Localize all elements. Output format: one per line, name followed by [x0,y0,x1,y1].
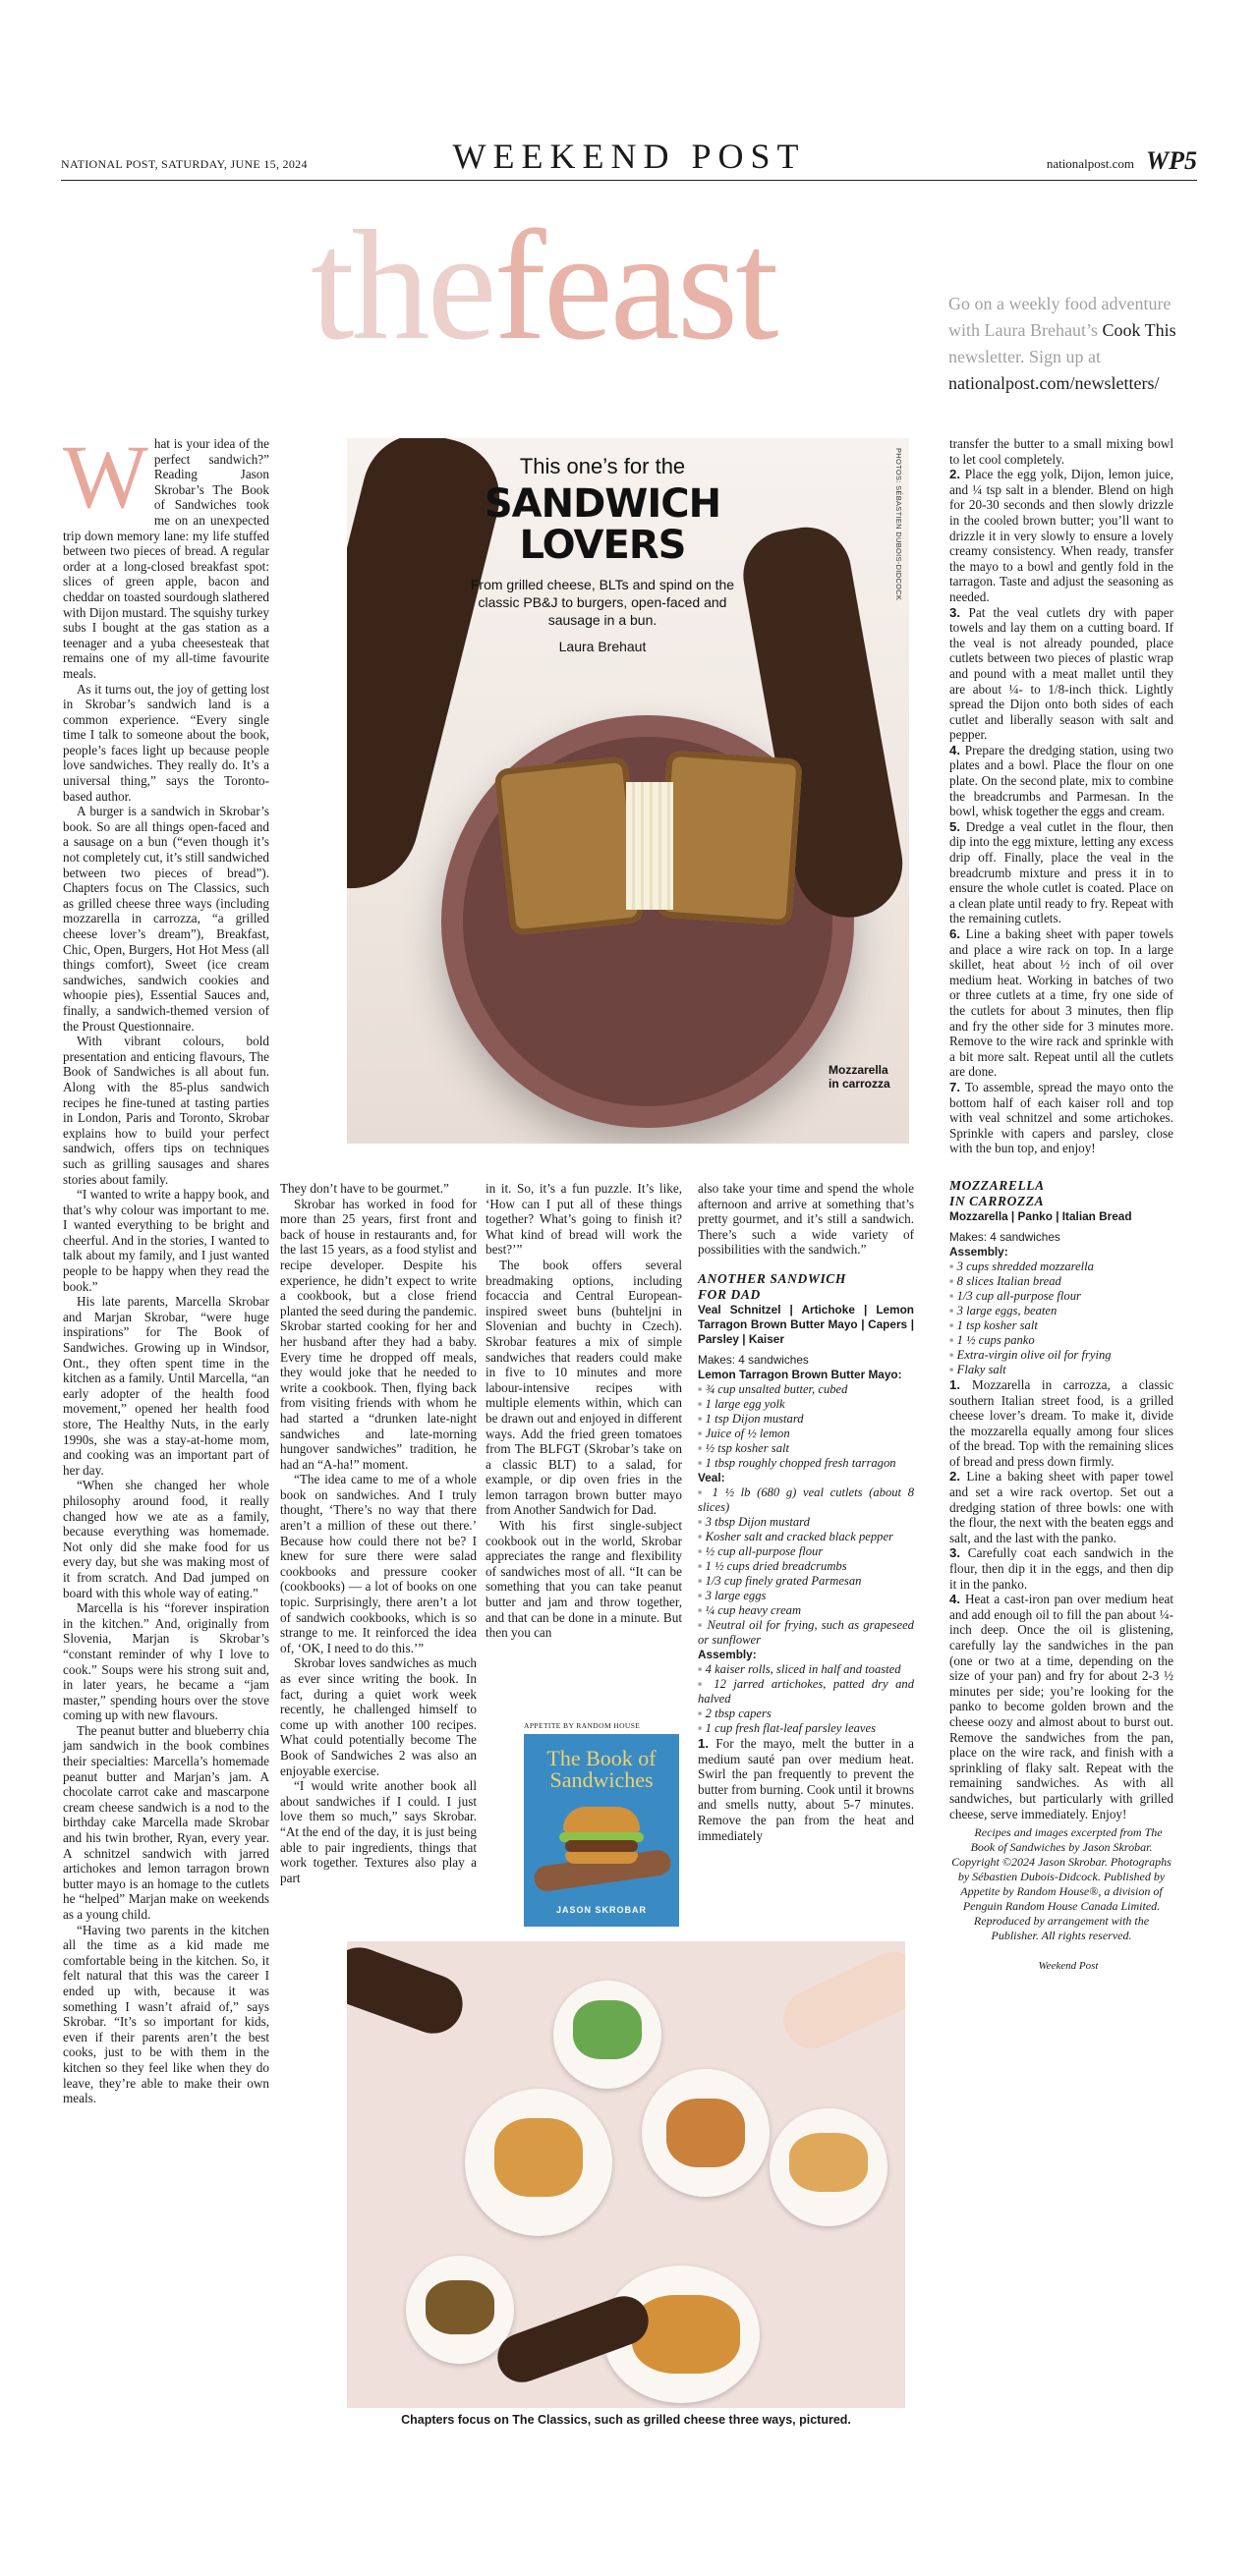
cheese-pull [626,782,673,910]
recipe-step: 3. Pat the veal cutlets dry with paper towels and lay them on a cutting board. If the veal is not already pounded, place cutlets between two pieces of plastic wrap and pound with a meat mallet until they are about ¼- to 1/8-inch thick. Lightly spread the Dijon onto both sides of each cutlet and liberally season with salt and pepper. [949,604,1173,743]
step-text: Carefully coat each sandwich in the flour, then dip it in the eggs, and then dip it in the panko. [949,1545,1173,1592]
ingredient-list [698,1485,914,1648]
ingredient-item: ▪ ½ cup all-purpose flour [698,1544,914,1559]
dateline: NATIONAL POST, SATURDAY, JUNE 15, 2024 [61,157,308,171]
page-number: WP5 [1146,146,1197,175]
section-title: WEEKEND POST [452,137,806,176]
recipe-title-line-1: MOZZARELLA [949,1177,1045,1193]
byline: Laura Brehaut [558,639,647,654]
salad [573,2000,642,2059]
ingredient-item: ▪ Kosher salt and cracked black pepper [698,1530,914,1544]
ingredient-item: ▪ 1 ½ cups panko [949,1333,1173,1348]
ingredient-item: ▪ 3 large eggs [698,1589,914,1603]
ingredient-item: ▪ Neutral oil for frying, such as grapeseed or sunflower [698,1618,914,1648]
banner-the: the [311,197,494,372]
book-title-line-2: Sandwiches [549,1767,654,1792]
promo-text-2: newsletter. Sign up at [948,347,1101,366]
recipe-step: 1. Mozzarella in carrozza, a classic southern Italian street food, is a grilled cheese lover’s dream. To make it, divide the mozzarella equally among four slices of the bread. Top with the remaining slices of bread and press down firmly. [949,1376,1173,1469]
recipe-title [698,1271,914,1303]
ingredient-item: ▪ 1 cup fresh flat-leaf parsley leaves [698,1721,914,1736]
ingredient-item: ▪ 3 cups shredded mozzarella [949,1260,1173,1274]
recipe-title [949,1178,1173,1209]
recipe-step: 2. Line a baking sheet with paper towel and set a wire rack overtop. Set out a dredging station of three bowls: one with the flour, the next with the beaten eggs and salt, and the last with the panko. [949,1469,1173,1545]
signoff: Weekend Post [1038,1960,1099,1973]
article-column-2 [280,1181,477,1885]
article-paragraph: A burger is a sandwich in Skrobar’s book. So are all things open-faced and a sausage on a bun (“even though it’s not completely cut, it’s still sandwiched between two pieces of bread”). Chapters focus on The Classics, such as grilled cheese three ways (including mozzarella in carrozza, “a grilled cheese lover’s dream”), Breakfast, Chic, Open, Burgers, Hot Hot Mess (all things comfort), Sweet (ice cream sandwiches, sandwich cookies and whoopie pies), Essential Sauces and, finally, a sandwich-themed version of the Proust Questionnaire. [63,804,269,1034]
book-title-line-1: The Book of [546,1746,657,1770]
headline-line-2: LOVERS [519,523,686,568]
hero-caption-line-1: Mozzarella [829,1063,888,1077]
step-text: To assemble, spread the mayo onto the bottom half of each kaiser roll and top with veal schnitzel and some artichokes. Sprinkle with capers and parsley, close with the bun top, and enjoy! [949,1079,1173,1156]
ingredient-item: ▪ 1 tsp Dijon mustard [698,1412,914,1427]
recipe-step: 3. Carefully coat each sandwich in the flour, then dip it in the eggs, and then dip it in the panko. [949,1545,1173,1592]
recipe-step: 5. Dredge a veal cutlet in the flour, then dip into the egg mixture, letting any excess drip off. Finally, place the veal in the breadcrumb mixture and press it in to ensure the whole cutlet is coated. Place on a clean plate until ready to fry. Repeat with the remaining cutlets. [949,818,1173,926]
article-paragraph: “When she changed her whole philosophy around food, it really changed how we ate as a family, because everything was homemade. Not only did she make food for us every day, but she was making most of it from scratch. And Dad jumped on board with this whole way of eating.” [63,1478,269,1600]
article-paragraph [63,426,270,682]
article-column-1 [63,426,270,2106]
ingredient-item: ▪ 1 tbsp roughly chopped fresh tarragon [698,1456,914,1471]
step-text: Mozzarella in carrozza, a classic southern Italian street food, is a grilled cheese lover’s dream. To make it, divide the mozzarella equally among four slices of the bread. Top with the remaining slices of bread and press down firmly. [949,1376,1173,1469]
paragraph-text: hat is your idea of the perfect sandwich?” Reading Jason Skrobar’s The Book of Sandwiches took me on an unexpected trip down memory lane: my life stuffed between two pieces of bread. A regular order at a long-closed breakfast spot: slices of green apple, bacon and cheddar on toasted sourdough slathered with Dijon mustard. The squishy turkey subs I bought at the gas station as a teenager and a yuba cheesesteak that remains one of my all-time favourite meals. [63,436,270,681]
article-paragraph: Skrobar loves sandwiches as much as ever since writing the book. In fact, during a quiet work week recently, he challenged himself to come up with another 100 recipes. What could potentially become The Book of Sandwiches 2 was also an enjoyable exercise. [280,1655,477,1778]
recipe-title-line-2: IN CARROZZA [949,1193,1045,1208]
ingredient-group-label: Assembly: [949,1244,1008,1259]
table-photo-caption: Chapters focus on The Classics, such as grilled cheese three ways, pictured. [401,2413,851,2427]
olives [426,2280,494,2334]
headline-line-1: SANDWICH [484,481,721,527]
recipe-column [698,1181,914,1843]
book-title [524,1748,679,1791]
arm [347,1941,471,2042]
ingredient-group-label: Lemon Tarragon Brown Butter Mayo: [698,1367,902,1381]
ingredient-item: ▪ ¾ cup unsalted butter, cubed [698,1382,914,1397]
ingredient-list [698,1662,914,1736]
section-banner [311,197,776,372]
ingredient-item: ▪ 2 tbsp capers [698,1707,914,1721]
ingredient-item: ▪ 1 large egg yolk [698,1397,914,1412]
banner-feast: feast [493,197,776,372]
article-paragraph: “Having two parents in the kitchen all the time as a kid made me comfortable being in the kitchen. So, it felt natural that this was the career I ended up with, because it was something I wasn’t afraid of,” says Skrobar. “It’s so important for kids, even if their parents aren’t the best cooks, just to be with them in the kitchen so they feel like when they do leave, they’re able to make their own meals. [63,1922,269,2106]
ingredient-item: ▪ 1/3 cup finely grated Parmesan [698,1574,914,1589]
step-text: Place the egg yolk, Dijon, lemon juice, and ¼ tsp salt in a blender. Blend on high for 20-30 seconds and then slowly drizzle in the cooled brown butter; you’ll want to drizzle it in very slowly to ensure a lovely creamy consistency. When ready, transfer the mayo to a bowl and gently fold in the tarragon. Taste and adjust the seasoning as needed. [949,467,1173,604]
newsletter-promo [948,291,1204,397]
article-paragraph: His late parents, Marcella Skrobar and Marjan Skrobar, “were huge inspirations” for The Book of Sandwiches. Growing up in Windsor, Ont., they often spent time in the kitchen as a family. Until Marcella, “an early adopter of the health food movement,” opened her health food store, The Healthy Nuts, in the early 1990s, she was a stay-at-home mom, and cooking was an important part of her day. [63,1294,269,1478]
arm [773,1942,905,2058]
recipe-step: 4. Heat a cast-iron pan over medium heat and add enough oil to fill the pan about ¼-inch deep. Once the oil is glistening, carefully lay the sandwiches in the pan (one or two at a time, depending on the size of your pan) and fry for about 2-3 ½ minutes per side; you’re looking for the panko to become golden brown and the cheese oozy and almost about to burst out. Remove the sandwiches from the pan, place on the wire rack, and finish with a sprinkling of flaky salt. Repeat with the remaining sandwiches. As with all sandwiches, but particularly with grilled cheese, serve immediately. Enjoy! [949,1592,1173,1821]
ingredient-item: ▪ Flaky salt [949,1363,1173,1377]
recipe-step: 6. Line a baking sheet with paper towels and place a wire rack on top. In a large skillet, heat about ½ inch of oil over medium heat. Working in batches of two or three cutlets at a time, fry one side of the cutlets for about 3 minutes, then flip and fry the other side for 3 minutes more. Remove to the wire rack and sprinkle with a bit more salt. Repeat until all the cutlets are done. [949,926,1173,1080]
step-text: For the mayo, melt the butter in a medium sauté pan over medium heat. Swirl the pan frequently to prevent the butter from burning. Cook until it browns and smells nutty, about 5-7 minutes. Remove the pan from the heat and immediately [698,1735,914,1843]
article-paragraph: also take your time and spend the whole afternoon and arrive at something that’s pretty gourmet, and it’s still a sandwich. There’s such a wide variety of possibilities with the sandwich.” [698,1181,914,1258]
step-text: Pat the veal cutlets dry with paper towels and lay them on a cutting board. If the veal is not already pounded, place cutlets between two pieces of plastic wrap and pound with a meat mallet until they are about ¼- to 1/8-inch thick. Lightly spread the Dijon onto both sides of each cutlet and liberally season with salt and pepper. [949,604,1173,743]
ingredient-item: ▪ ¼ cup heavy cream [698,1603,914,1618]
article-paragraph: As it turns out, the joy of getting lost in Skrobar’s sandwich land is a common experience. “Every single time I talk to someone about the book, people’s faces light up because people love sandwiches. They really do. It’s a universal thing,” says the Toronto-based author. [63,681,269,804]
article-paragraph: “I wanted to write a happy book, and that’s why colour was important to me. I wanted everything to be bright and cheerful. And in the stories, I wanted to talk about my family, and I just wanted people to be happy when they read the book.” [63,1187,269,1294]
headline-kicker: This one’s for the [519,454,686,478]
ingredient-item: ▪ 1/3 cup all-purpose flour [949,1289,1173,1304]
recipe-column-right [949,436,1173,1975]
promo-brand: Cook This [1102,320,1176,340]
ingredient-item: ▪ 3 large eggs, beaten [949,1304,1173,1318]
article-paragraph: They don’t have to be gourmet.” [280,1181,449,1196]
ingredient-item: ▪ 1 ½ cups dried breadcrumbs [698,1559,914,1574]
promo-text: Go on a weekly food adventure with Laura Brehaut’s [948,294,1172,340]
sandwich [666,2099,745,2167]
site-url[interactable]: nationalpost.com [1046,156,1134,171]
headline [465,483,740,566]
ingredient-group-label: Veal: [698,1470,725,1484]
ingredient-item: ▪ Juice of ½ lemon [698,1427,914,1441]
book-cover-photo [524,1721,679,1928]
sandwich-half-right [656,750,803,925]
fries [632,2295,740,2374]
recipe-title-line-2: FOR DAD [698,1286,761,1302]
drop-cap: W [63,426,148,527]
article-paragraph: With his first single-subject cookbook out in the world, Skrobar appreciates the range and flexibility of sandwiches most of all. “It can be something that you can take peanut butter and jam and throw together, and that can be done in a minute. But then you can [486,1518,682,1641]
step-text: Prepare the dredging station, using two plates and a bowl. Place the flour on one plate. On the second plate, mix to combine the breadcrumbs and Parmesan. In the bowl, whisk together the eggs and cream. [949,742,1173,819]
burger-icon [563,1807,640,1864]
recipe-yield: Makes: 4 sandwiches [949,1229,1060,1244]
recipe-step: 2. Place the egg yolk, Dijon, lemon juice, and ¼ tsp salt in a blender. Blend on high for 20-30 seconds and then slowly drizzle in the cooled brown butter; you’ll want to drizzle it in very slowly to ensure a lovely creamy consistency. When ready, transfer the mayo to a bowl and gently fold in the tarragon. Taste and adjust the seasoning as needed. [949,467,1173,604]
hero-headline-block [465,454,740,654]
sandwich [789,2133,868,2192]
recipe-step: 4. Prepare the dredging station, using two plates and a bowl. Place the flour on one plate. On the second plate, mix to combine the breadcrumbs and Parmesan. In the bowl, whisk together the eggs and cream. [949,742,1173,819]
table-photo [347,1941,905,2408]
book-author: JASON SKROBAR [555,1905,647,1915]
deck: From grilled cheese, BLTs and spind on the classic PB&J to burgers, open-faced and sausage in a bun. [470,577,735,628]
ingredient-item: ▪ ½ tsp kosher salt [698,1441,914,1456]
excerpt-credit: Recipes and images excerpted from The Book of Sandwiches by Jason Skrobar. Copyright ©2024 Jason Skrobar. Photographs by Sébastien Dubois-Didcock. Published by Appetite by Random House®, a division of Penguin Random House Canada Limited. Reproduced by arrangement with the Publisher. All rights reserved. [951,1825,1172,1943]
recipe-title-line-1: ANOTHER SANDWICH [698,1270,847,1286]
article-paragraph: Marcella is his “forever inspiration in the kitchen.” And, originally from Slovenia, Marjan is Skrobar’s “constant reminder of why I love to cook.” Soups were his strong suit and, in later years, he became a “jam master,” spending hours over the stove coming up with new flavours. [63,1600,269,1723]
recipe-subtitle: Mozzarella | Panko | Italian Bread [949,1208,1132,1223]
promo-url[interactable]: nationalpost.com/newsletters/ [948,373,1160,393]
recipe-subtitle: Veal Schnitzel | Artichoke | Lemon Tarragon Brown Butter Mayo | Capers | Parsley | Kaiser [698,1302,914,1346]
article-paragraph: The peanut butter and blueberry chia jam sandwich in the book combines their specialties: Marcella’s homemade peanut butter and Marjan’s jam. A chocolate carrot cake and mascarpone cream cheese sandwich is a nod to the birthday cake Marcella made Skrobar and his twin brother, Ryan, every year. A schnitzel sandwich with jarred artichokes and lemon tarragon brown butter mayo is an homage to the cutlets he “helped” Marjan make on weekends as a young child. [63,1722,269,1922]
masthead [61,138,1197,181]
step-text: Dredge a veal cutlet in the flour, then dip into the egg mixture, letting any excess drip off. Finally, place the veal in the breadcrumb mixture and press it in to ensure the whole cutlet is coated. Place on a clean plate until ready to fry. Repeat with the remaining cutlets. [949,818,1173,926]
step-text: Heat a cast-iron pan over medium heat and add enough oil to fill the pan about ¼-inch deep. Once the oil is glistening, carefully lay the sandwiches in the pan (one or two at a time, depending on the size of your pan) and fry for about 2-3 ½ minutes per side; you’re looking for the panko to become golden brown and the cheese oozy and almost about to burst out. Remove the sandwiches from the pan, place on the wire rack, and finish with a sprinkling of flaky salt. Repeat with the remaining sandwiches. As with all sandwiches, but particularly with grilled cheese, serve immediately. Enjoy! [949,1592,1173,1821]
ingredient-list [949,1260,1173,1377]
article-paragraph: in it. So, it’s a fun puzzle. It’s like, ‘How can I put all of these things together? What’s going to finish it? What kind of bread will work the best?’” [486,1181,682,1258]
ingredient-item: ▪ 1 tsp kosher salt [949,1318,1173,1333]
ingredient-item: ▪ Extra-virgin olive oil for frying [949,1348,1173,1363]
step-text: Line a baking sheet with paper towel and set a wire rack overtop. Set out a dredging station of three bowls: one with the flour, the next with the beaten eggs and salt, and the last with the panko. [949,1469,1173,1545]
book-cover [524,1734,679,1927]
ingredient-item: ▪ 12 jarred artichokes, patted dry and halved [698,1677,914,1707]
recipe-step: 7. To assemble, spread the mayo onto the bottom half of each kaiser roll and top with veal schnitzel and some artichokes. Sprinkle with capers and parsley, close with the bun top, and enjoy! [949,1079,1173,1156]
photo-credit: PHOTOS: SÉBASTIEN DUBOIS-DIDCOCK [894,448,903,601]
ingredient-group-label: Assembly: [698,1647,757,1661]
article-paragraph: “I would write another book all about sandwiches if I could. I just love them so much,” says Skrobar. “At the end of the day, it is just being able to pair ingredients, things that work together. Textures also play a part [280,1778,477,1885]
ingredient-item: ▪ 8 slices Italian bread [949,1274,1173,1289]
article-paragraph: The book offers several breadmaking options, including focaccia and Central European-inspired sweet buns (buhteljni in Slovenian and buchty in Czech). Skrobar features a mix of simple sandwiches that readers could make in five to 10 minutes and more labour-intensive recipes with multiple elements within, which can be drawn out and enjoyed in different ways. Add the fried green tomatoes from The BLFGT (Skrobar’s take on a classic BLT) to a salad, for example, or dip oven fries in the lemon tarragon brown butter mayo from Another Sandwich for Dad. [486,1257,682,1518]
sandwich-half-left [493,756,644,935]
recipe-yield: Makes: 4 sandwiches [698,1352,809,1367]
sandwich [494,2118,583,2197]
recipe-step: 1. For the mayo, melt the butter in a medium sauté pan over medium heat. Swirl the pan frequently to prevent the butter from burning. Cook until it browns and smells nutty, about 5-7 minutes. Remove the pan from the heat and immediately [698,1735,914,1843]
hero-caption-line-2: in carrozza [829,1077,890,1091]
ingredient-item: ▪ 1 ½ lb (680 g) veal cutlets (about 8 slices) [698,1485,914,1515]
step-text: Line a baking sheet with paper towels and place a wire rack on top. In a large skillet, heat about ½ inch of oil over medium heat. Working in batches of two or three cutlets at a time, fry one side of the cutlets for about 3 minutes, then flip and fry the other side for 3 minutes more. Remove to the wire rack and sprinkle with a bit more salt. Repeat until all the cutlets are done. [949,926,1173,1080]
hero-photo [347,438,909,1144]
hero-caption [829,1063,890,1091]
ingredient-list [698,1382,914,1471]
article-paragraph: With vibrant colours, bold presentation and enticing flavours, The Book of Sandwiches is all about fun. Along with the 85-plus sandwich recipes he fine-tuned at tasting parties in London, Paris and Toronto, Skrobar explains how to build your perfect sandwich, offers tips on techniques such as grilling sausages and shares stories about family. [63,1034,269,1187]
ingredient-item: ▪ 3 tbsp Dijon mustard [698,1515,914,1530]
recipe-step: transfer the butter to a small mixing bowl to let cool completely. [949,436,1173,467]
article-column-3 [486,1181,682,1641]
book-credit: APPETITE BY RANDOM HOUSE [524,1721,641,1730]
article-paragraph: Skrobar has worked in food for more than 25 years, first front and back of house in restaurants and, for the last 15 years, as a food stylist and recipe developer. Despite his experience, he didn’t expect to write a cookbook, but a close friend planted the seed during the pandemic. Skrobar started cooking for her and her husband after they had a baby. Every time he dropped off meals, they would joke that he needed to write a cookbook. Then, flying back from visiting friends with whom he had started a “drunken late-night sandwiches and late-morning hungover sandwiches” tradition, he had an “A-ha!” moment. [280,1196,477,1472]
article-paragraph: “The idea came to me of a whole book on sandwiches. And I truly thought, ‘There’s no way that there aren’t a million of these out there.’ Because how could there not be? I knew for sure there were salad cookbooks and pressure cooker (cookbooks) — a lot of books on one topic. Surprisingly, there aren’t a lot of sandwich cookbooks, which is so strange to me. It reinforced the idea of, ‘OK, I need to do this.’” [280,1472,477,1655]
ingredient-item: ▪ 4 kaiser rolls, sliced in half and toasted [698,1662,914,1677]
